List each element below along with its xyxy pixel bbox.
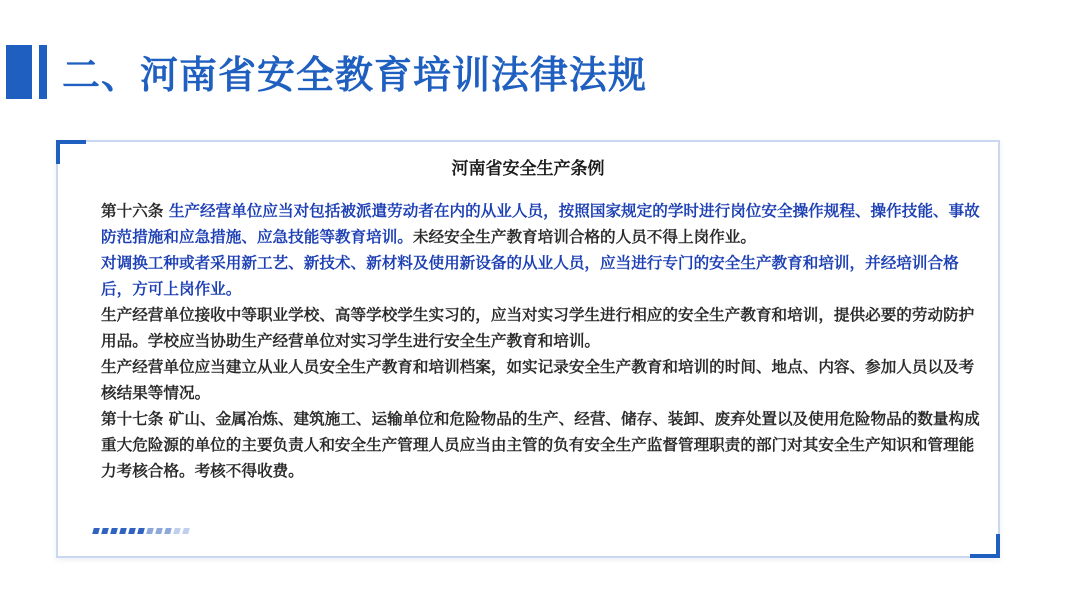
article-16-tail: 未经安全生产教育培训合格的人员不得上岗作业。 <box>412 228 756 246</box>
article-16-highlight: 生产经营单位应当对包括被派遣劳动者在内的从业人员，按照国家规定的学时进行岗位安全操作规程、操作技能、事故防范措施和应急措施、应急技能等教育培训。 <box>101 202 980 246</box>
article-16-label: 第十六条 <box>101 202 169 220</box>
article-17-paragraph: 第十七条 矿山、金属冶炼、建筑施工、运输单位和危险物品的生产、经营、储存、装卸、废弃处置以及使用危险物品的数量构成重大危险源的单位的主要负责人和安全生产管理人员应当由主管的负有安全生产监督管理职责的部门对其安全生产知识和管理能力考核合格。考核不得收费。 <box>101 410 980 480</box>
decorative-dot <box>146 528 154 534</box>
decorative-dot <box>182 528 190 534</box>
decorative-dot <box>101 528 109 534</box>
decorative-dot <box>92 528 100 534</box>
decorative-dot <box>155 528 163 534</box>
regulation-body <box>101 198 981 484</box>
regulation-title: 河南省安全生产条例 <box>451 159 605 179</box>
decorative-dot <box>137 528 145 534</box>
article-16-paragraph-3: 生产经营单位接收中等职业学校、高等学校学生实习的，应当对实习学生进行相应的安全生产教育和培训，提供必要的劳动防护用品。学校应当协助生产经营单位对实习学生进行安全生产教育和培训。 <box>101 306 975 350</box>
article-16-paragraph-2: 对调换工种或者采用新工艺、新技术、新材料及使用新设备的从业人员，应当进行专门的安全生产教育和培训，并经培训合格后，方可上岗作业。 <box>101 254 959 298</box>
regulation-card <box>56 140 1000 558</box>
decorative-dot <box>110 528 118 534</box>
decorative-dot <box>128 528 136 534</box>
decorative-dot <box>173 528 181 534</box>
corner-accent-top-left <box>56 140 86 144</box>
title-accent-bar <box>6 45 32 99</box>
article-16-paragraph-1 <box>101 198 981 250</box>
decorative-dot <box>164 528 172 534</box>
decorative-dots <box>93 528 189 534</box>
article-16-paragraph-4: 生产经营单位应当建立从业人员安全生产教育和培训档案，如实记录安全生产教育和培训的时间、地点、内容、参加人员以及考核结果等情况。 <box>101 358 975 402</box>
title-accent-bar-thin <box>39 45 47 99</box>
page-title: 二、河南省安全教育培训法律法规 <box>62 53 648 97</box>
decorative-dot <box>119 528 127 534</box>
corner-accent-bottom-right-vertical <box>996 534 1000 558</box>
